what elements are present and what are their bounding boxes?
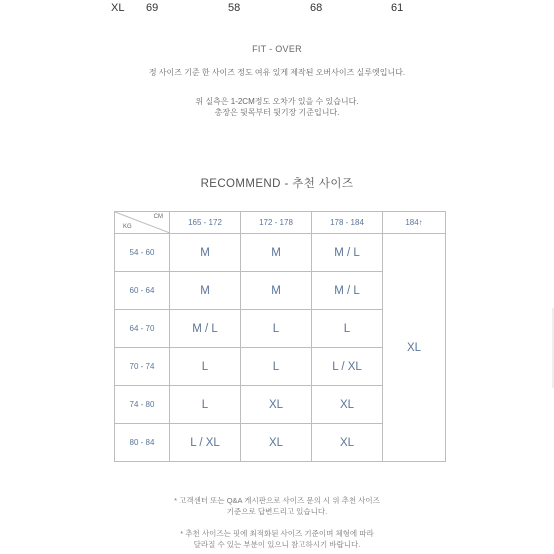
table-row	[115, 234, 446, 272]
merged-size-cell: XL	[383, 234, 446, 462]
size-cell: XL	[312, 424, 383, 462]
size-cell: M	[241, 234, 312, 272]
size-cell: M	[170, 272, 241, 310]
spec-value: 68	[310, 2, 323, 14]
spec-value: 61	[391, 2, 404, 14]
size-cell: XL	[241, 424, 312, 462]
fit-label: FIT - OVER	[252, 44, 302, 54]
weight-range: 64 - 70	[115, 310, 170, 348]
size-cell: L / XL	[312, 348, 383, 386]
weight-range: 60 - 64	[115, 272, 170, 310]
size-cell: L	[312, 310, 383, 348]
size-cell: M / L	[312, 234, 383, 272]
measure-note-2: 총장은 뒷목부터 뒷기장 기준입니다.	[214, 108, 340, 117]
spec-value: 69	[146, 2, 159, 14]
footer-note-1a: * 고객센터 또는 Q&A 게시판으로 사이즈 문의 시 위 추천 사이즈	[174, 496, 380, 505]
footer-note-1b: 기준으로 답변드리고 있습니다.	[226, 507, 328, 516]
footer-note-2a: * 추천 사이즈는 핏에 최적화된 사이즈 기준이며 체형에 따라	[180, 529, 374, 538]
recommend-title: RECOMMEND - 추천 사이즈	[200, 178, 354, 190]
table-header-row	[115, 212, 446, 234]
size-cell: M	[241, 272, 312, 310]
size-cell: M	[170, 234, 241, 272]
table-corner	[115, 212, 170, 234]
corner-cm-label: CM	[153, 214, 163, 220]
size-label: XL	[111, 2, 125, 14]
column-header: 172 - 178	[241, 212, 312, 234]
size-cell: M / L	[312, 272, 383, 310]
measure-note-1: 위 실측은 1-2CM정도 오차가 있을 수 있습니다.	[195, 97, 359, 106]
size-cell: L	[241, 310, 312, 348]
size-cell: XL	[312, 386, 383, 424]
weight-range: 74 - 80	[115, 386, 170, 424]
spec-value: 58	[228, 2, 241, 14]
size-cell: M / L	[170, 310, 241, 348]
size-cell: XL	[241, 386, 312, 424]
size-cell: L	[241, 348, 312, 386]
size-cell: L / XL	[170, 424, 241, 462]
weight-range: 54 - 60	[115, 234, 170, 272]
corner-kg-label: KG	[123, 224, 132, 230]
size-cell: L	[170, 386, 241, 424]
fit-note: 정 사이즈 기준 한 사이즈 정도 여유 있게 제작된 오버사이즈 실루엣입니다.	[148, 68, 406, 77]
column-header: 165 - 172	[170, 212, 241, 234]
weight-range: 70 - 74	[115, 348, 170, 386]
size-cell: L	[170, 348, 241, 386]
column-header: 184↑	[383, 212, 446, 234]
recommend-size-table	[114, 211, 446, 462]
column-header: 178 - 184	[312, 212, 383, 234]
footer-note-2b: 달라질 수 있는 부분이 있으니 참고하시기 바랍니다.	[193, 540, 361, 549]
weight-range: 80 - 84	[115, 424, 170, 462]
